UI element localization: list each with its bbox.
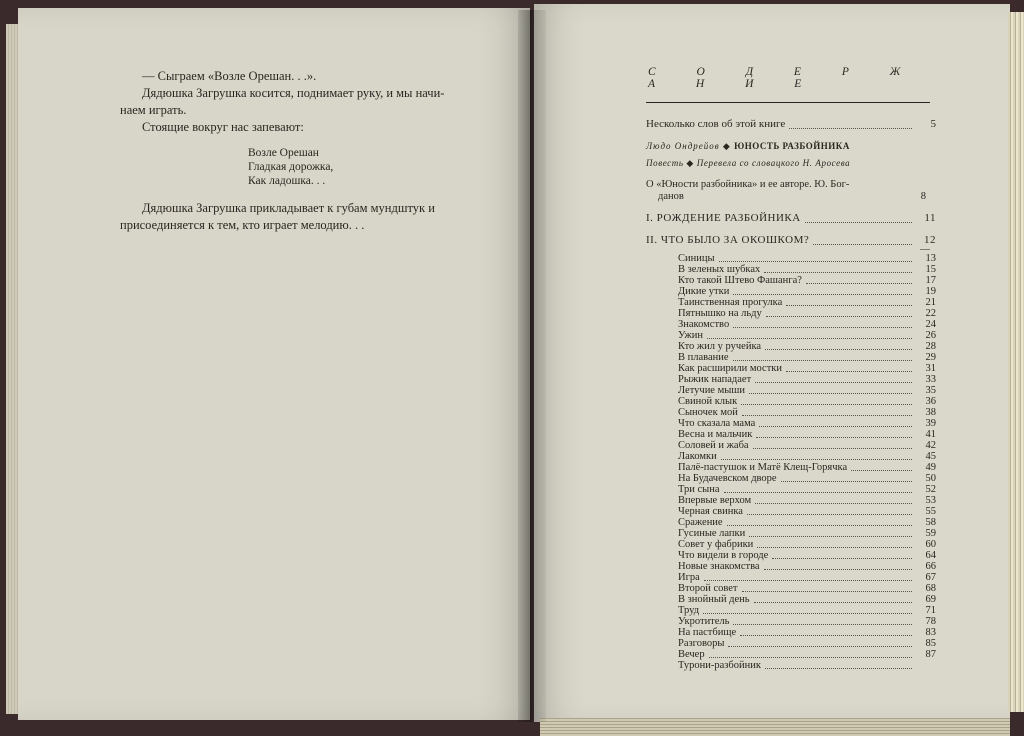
toc-chapter-label: Таинственная прогулка [678, 297, 783, 308]
toc-chapter-page: 49 [925, 462, 936, 473]
toc-chapter-page: 53 [925, 495, 936, 506]
toc-chapter-label: Черная свинка [678, 506, 743, 517]
toc-chapter-label: В плавание [678, 352, 729, 363]
toc-chapter-label: В зеленых шубках [678, 264, 761, 275]
toc-leader [742, 414, 912, 416]
toc-chapter-label: Ужин [678, 330, 704, 341]
toc-chapter-page: 59 [925, 528, 936, 539]
toc-chapter-label: Что сказала мама [678, 418, 756, 429]
toc-chapter-label: Лакомки [678, 451, 717, 462]
toc-part-label: I. РОЖДЕНИЕ РАЗБОЙНИКА [646, 212, 801, 224]
toc-chapter-entry[interactable] [646, 374, 936, 385]
toc-chapter-label: Пятнышко на льду [678, 308, 762, 319]
toc-leader [764, 271, 912, 273]
toc-chapter-entry[interactable] [646, 297, 936, 308]
toc-chapter-page: 71 [925, 605, 936, 616]
toc-chapter-label: Как расширили мостки [678, 363, 783, 374]
toc-chapter-label: Весна и мальчик [678, 429, 753, 440]
toc-chapter-page: 21 [925, 297, 936, 308]
toc-chapter-label: Знакомство [678, 319, 730, 330]
toc-chapter-label: На пастбище [678, 627, 737, 638]
toc-leader [786, 370, 912, 372]
toc-chapter-page: 64 [925, 550, 936, 561]
toc-chapter-entry[interactable] [646, 385, 936, 396]
toc-leader [813, 243, 912, 245]
toc-chapter-label: В знойный день [678, 594, 750, 605]
toc-chapter-page: 52 [925, 484, 936, 495]
toc-chapter-page: 67 [925, 572, 936, 583]
toc-leader [749, 392, 912, 394]
toc-chapter-entry[interactable] [646, 539, 936, 550]
toc-chapter-label: Свиной клык [678, 396, 738, 407]
toc-chapter-page: 17 [925, 275, 936, 286]
poem [248, 146, 500, 188]
separator-icon: ◆ [722, 141, 735, 151]
toc-leader [742, 590, 912, 592]
toc-chapter-entry[interactable] [646, 341, 936, 352]
dialogue-line: — Сыграем «Возле Орешан. . .». [142, 69, 317, 83]
toc-leader [789, 127, 912, 129]
toc-chapter-entry[interactable] [646, 594, 936, 605]
toc-chapter-entry[interactable] [646, 495, 936, 506]
toc-chapter-label: Второй совет [678, 583, 738, 594]
toc-chapter-entry[interactable] [646, 660, 936, 671]
toc-part-2[interactable] [646, 233, 936, 247]
toc-chapter-page: 19 [925, 286, 936, 297]
about-line-1: О «Юности разбойника» и ее авторе. Ю. Бог- [646, 179, 850, 190]
toc-chapter-label: Вечер [678, 649, 705, 660]
toc-chapter-page: 39 [925, 418, 936, 429]
toc-entry-page: 8 [920, 191, 926, 202]
toc-chapter-label: Новые знакомства [678, 561, 760, 572]
book-spine [518, 10, 546, 722]
toc-leader [721, 458, 912, 460]
toc-chapter-label: Три сына [678, 484, 720, 495]
toc-chapter-page: 69 [925, 594, 936, 605]
toc-entry-about[interactable] [646, 179, 936, 203]
toc-chapter-entry[interactable] [646, 616, 936, 627]
toc-leader [766, 315, 912, 317]
toc-chapter-label: Труд [678, 605, 700, 616]
toc-chapter-page: 24 [925, 319, 936, 330]
toc-chapter-page: 85 [925, 638, 936, 649]
toc-leader [755, 381, 912, 383]
toc-leader [733, 326, 912, 328]
toc-leader [703, 612, 912, 614]
toc-chapter-label: Дикие утки [678, 286, 730, 297]
toc-chapter-entry[interactable] [646, 627, 936, 638]
toc-chapter-page: 68 [925, 583, 936, 594]
toc-chapter-label: Игра [678, 572, 700, 583]
toc-chapter-entry[interactable] [646, 308, 936, 319]
toc-chapter-page: 83 [925, 627, 936, 638]
paragraph-3-line-1: Дядюшка Загрушка прикладывает к губам мундштук и [142, 201, 435, 215]
toc-chapter-page: 33 [925, 374, 936, 385]
toc-leader [753, 447, 912, 449]
toc-chapter-page: 31 [925, 363, 936, 374]
about-line-2: данов [658, 191, 684, 202]
toc-title: С О Д Е Р Ж А Н И Е [648, 66, 920, 90]
bottom-page-edge [540, 718, 1010, 736]
toc-chapter-label: Сражение [678, 517, 723, 528]
toc-chapter-entry[interactable] [646, 572, 936, 583]
toc-leader [733, 623, 912, 625]
toc-chapter-label: Впервые верхом [678, 495, 752, 506]
toc-author-line [646, 141, 936, 152]
toc-leader [805, 221, 912, 223]
toc-chapter-label: Кто такой Штево Фашанга? [678, 275, 802, 286]
toc-entry-label: Несколько слов об этой книге [646, 118, 786, 130]
toc-chapter-page: 15 [925, 264, 936, 275]
toc-chapter-page: 58 [925, 517, 936, 528]
toc-leader [781, 480, 912, 482]
toc-leader [806, 282, 912, 284]
poem-line: Как ладошка. . . [248, 175, 326, 187]
toc-leader [764, 568, 912, 570]
toc-leader [765, 348, 912, 350]
toc-chapter-entry[interactable] [646, 484, 936, 495]
toc-leader [740, 634, 912, 636]
toc-chapter-page: 60 [925, 539, 936, 550]
toc-chapter-page: 29 [925, 352, 936, 363]
toc-chapter-label: Гусиные лапки [678, 528, 746, 539]
toc-chapter-page: 35 [925, 385, 936, 396]
toc-chapter-page: 22 [925, 308, 936, 319]
author-name: Людо Ондрейов [646, 141, 720, 151]
toc-chapter-page: 87 [925, 649, 936, 660]
toc-chapter-label: Что видели в городе [678, 550, 769, 561]
toc-divider [646, 102, 930, 103]
toc-chapter-entry[interactable] [646, 528, 936, 539]
toc-chapter-entry[interactable] [646, 506, 936, 517]
toc-chapter-page: 41 [925, 429, 936, 440]
toc-leader [755, 502, 912, 504]
toc-chapter-page: 38 [925, 407, 936, 418]
toc-chapter-label: Разговоры [678, 638, 725, 649]
toc-chapter-entry[interactable] [646, 418, 936, 429]
toc-chapter-page: 42 [925, 440, 936, 451]
toc-chapter-entry[interactable] [646, 473, 936, 484]
toc-chapter-entry[interactable] [646, 550, 936, 561]
toc-leader [747, 513, 912, 515]
toc-chapter-entry[interactable] [646, 363, 936, 374]
toc-chapter-page: 78 [925, 616, 936, 627]
toc-chapter-page: 55 [925, 506, 936, 517]
toc-chapter-page: 45 [925, 451, 936, 462]
toc-chapter-entry[interactable] [646, 352, 936, 363]
toc-leader [772, 557, 912, 559]
toc-entry-intro[interactable] [646, 117, 936, 131]
toc-entry-page: 5 [930, 118, 936, 130]
toc-leader [757, 546, 912, 548]
toc-chapter-page: 36 [925, 396, 936, 407]
toc-part-1[interactable] [646, 211, 936, 225]
paragraph-1-line-2: наем играть. [120, 103, 187, 117]
toc-chapter-entry[interactable] [646, 275, 936, 286]
poem-line: Гладкая дорожка, [248, 161, 334, 173]
toc-chapter-label: Сыночек мой [678, 407, 738, 418]
toc-leader [759, 425, 912, 427]
toc-chapter-label: Палё-пастушок и Матё Клещ-Горячка [678, 462, 848, 473]
toc-leader [765, 667, 912, 669]
toc-leader [707, 337, 912, 339]
paragraph-1-line-1: Дядюшка Загрушка косится, поднимает руку, и мы начи- [142, 86, 445, 100]
toc-chapter-entry[interactable] [646, 429, 936, 440]
toc-leader [709, 656, 912, 658]
book-title: ЮНОСТЬ РАЗБОЙНИКА [734, 141, 850, 151]
toc-chapter-entry[interactable] [646, 638, 936, 649]
toc-part-label: II. ЧТО БЫЛО ЗА ОКОШКОМ? [646, 234, 810, 246]
toc-chapter-entry[interactable] [646, 286, 936, 297]
toc-chapter-entry[interactable] [646, 396, 936, 407]
toc-chapter-entry[interactable] [646, 440, 936, 451]
right-page-edge [1008, 12, 1024, 712]
toc-subtitle: Повесть ◆ Перевела со словацкого Н. Аросева [646, 158, 851, 168]
toc-leader [727, 524, 912, 526]
paragraph-3-line-2: присоединяется к тем, кто играет мелодию. . . [120, 218, 365, 232]
toc-chapter-page: 28 [925, 341, 936, 352]
toc-chapter-label: Турони-разбойник [678, 660, 761, 671]
toc-chapter-label: Летучие мыши [678, 385, 745, 396]
toc-chapter-label: На Будачевском дворе [678, 473, 777, 484]
toc-leader [749, 535, 912, 537]
toc-chapter-entry[interactable] [646, 264, 936, 275]
toc-chapter-label: Соловей и жаба [678, 440, 749, 451]
toc-chapter-entry[interactable] [646, 253, 936, 264]
toc-chapter-entry[interactable] [646, 407, 936, 418]
poem-line: Возле Орешан [248, 147, 319, 159]
toc-chapter-page: 66 [925, 561, 936, 572]
toc-leader [756, 436, 912, 438]
toc-chapter-entry[interactable] [646, 649, 936, 660]
toc-chapter-entry[interactable] [646, 451, 936, 462]
toc-chapter-list [646, 253, 936, 671]
toc-leader [741, 403, 912, 405]
toc-leader [851, 469, 912, 471]
toc-part-page: 11 [924, 212, 936, 224]
toc-leader [786, 304, 912, 306]
toc-chapter-page: 13 [925, 253, 936, 264]
toc-chapter-entry[interactable] [646, 517, 936, 528]
toc-leader [724, 491, 912, 493]
toc-chapter-entry[interactable] [646, 462, 936, 473]
toc-part-page: 12 [924, 234, 936, 246]
toc-leader [733, 293, 912, 295]
toc-chapter-page: 26 [925, 330, 936, 341]
toc-chapter-label: Рыжик нападает [678, 374, 752, 385]
left-page-text [120, 68, 500, 234]
toc-chapter-label: Синицы [678, 253, 715, 264]
toc-chapter-label: Совет у фабрики [678, 539, 754, 550]
toc-leader [754, 601, 912, 603]
toc-leader [704, 579, 912, 581]
toc-chapter-entry[interactable] [646, 583, 936, 594]
toc-chapter-entry[interactable] [646, 605, 936, 616]
toc-dash: — [920, 244, 930, 255]
toc-chapter-label: Укротитель [678, 616, 730, 627]
paragraph-2: Стоящие вокруг нас запевают: [142, 120, 304, 134]
toc-chapter-entry[interactable] [646, 319, 936, 330]
table-of-contents [646, 66, 936, 671]
toc-leader [719, 260, 912, 262]
toc-chapter-label: Кто жил у ручейка [678, 341, 762, 352]
toc-chapter-entry[interactable] [646, 561, 936, 572]
toc-leader [733, 359, 912, 361]
toc-leader [728, 645, 912, 647]
toc-chapter-entry[interactable] [646, 330, 936, 341]
toc-chapter-page: 50 [925, 473, 936, 484]
